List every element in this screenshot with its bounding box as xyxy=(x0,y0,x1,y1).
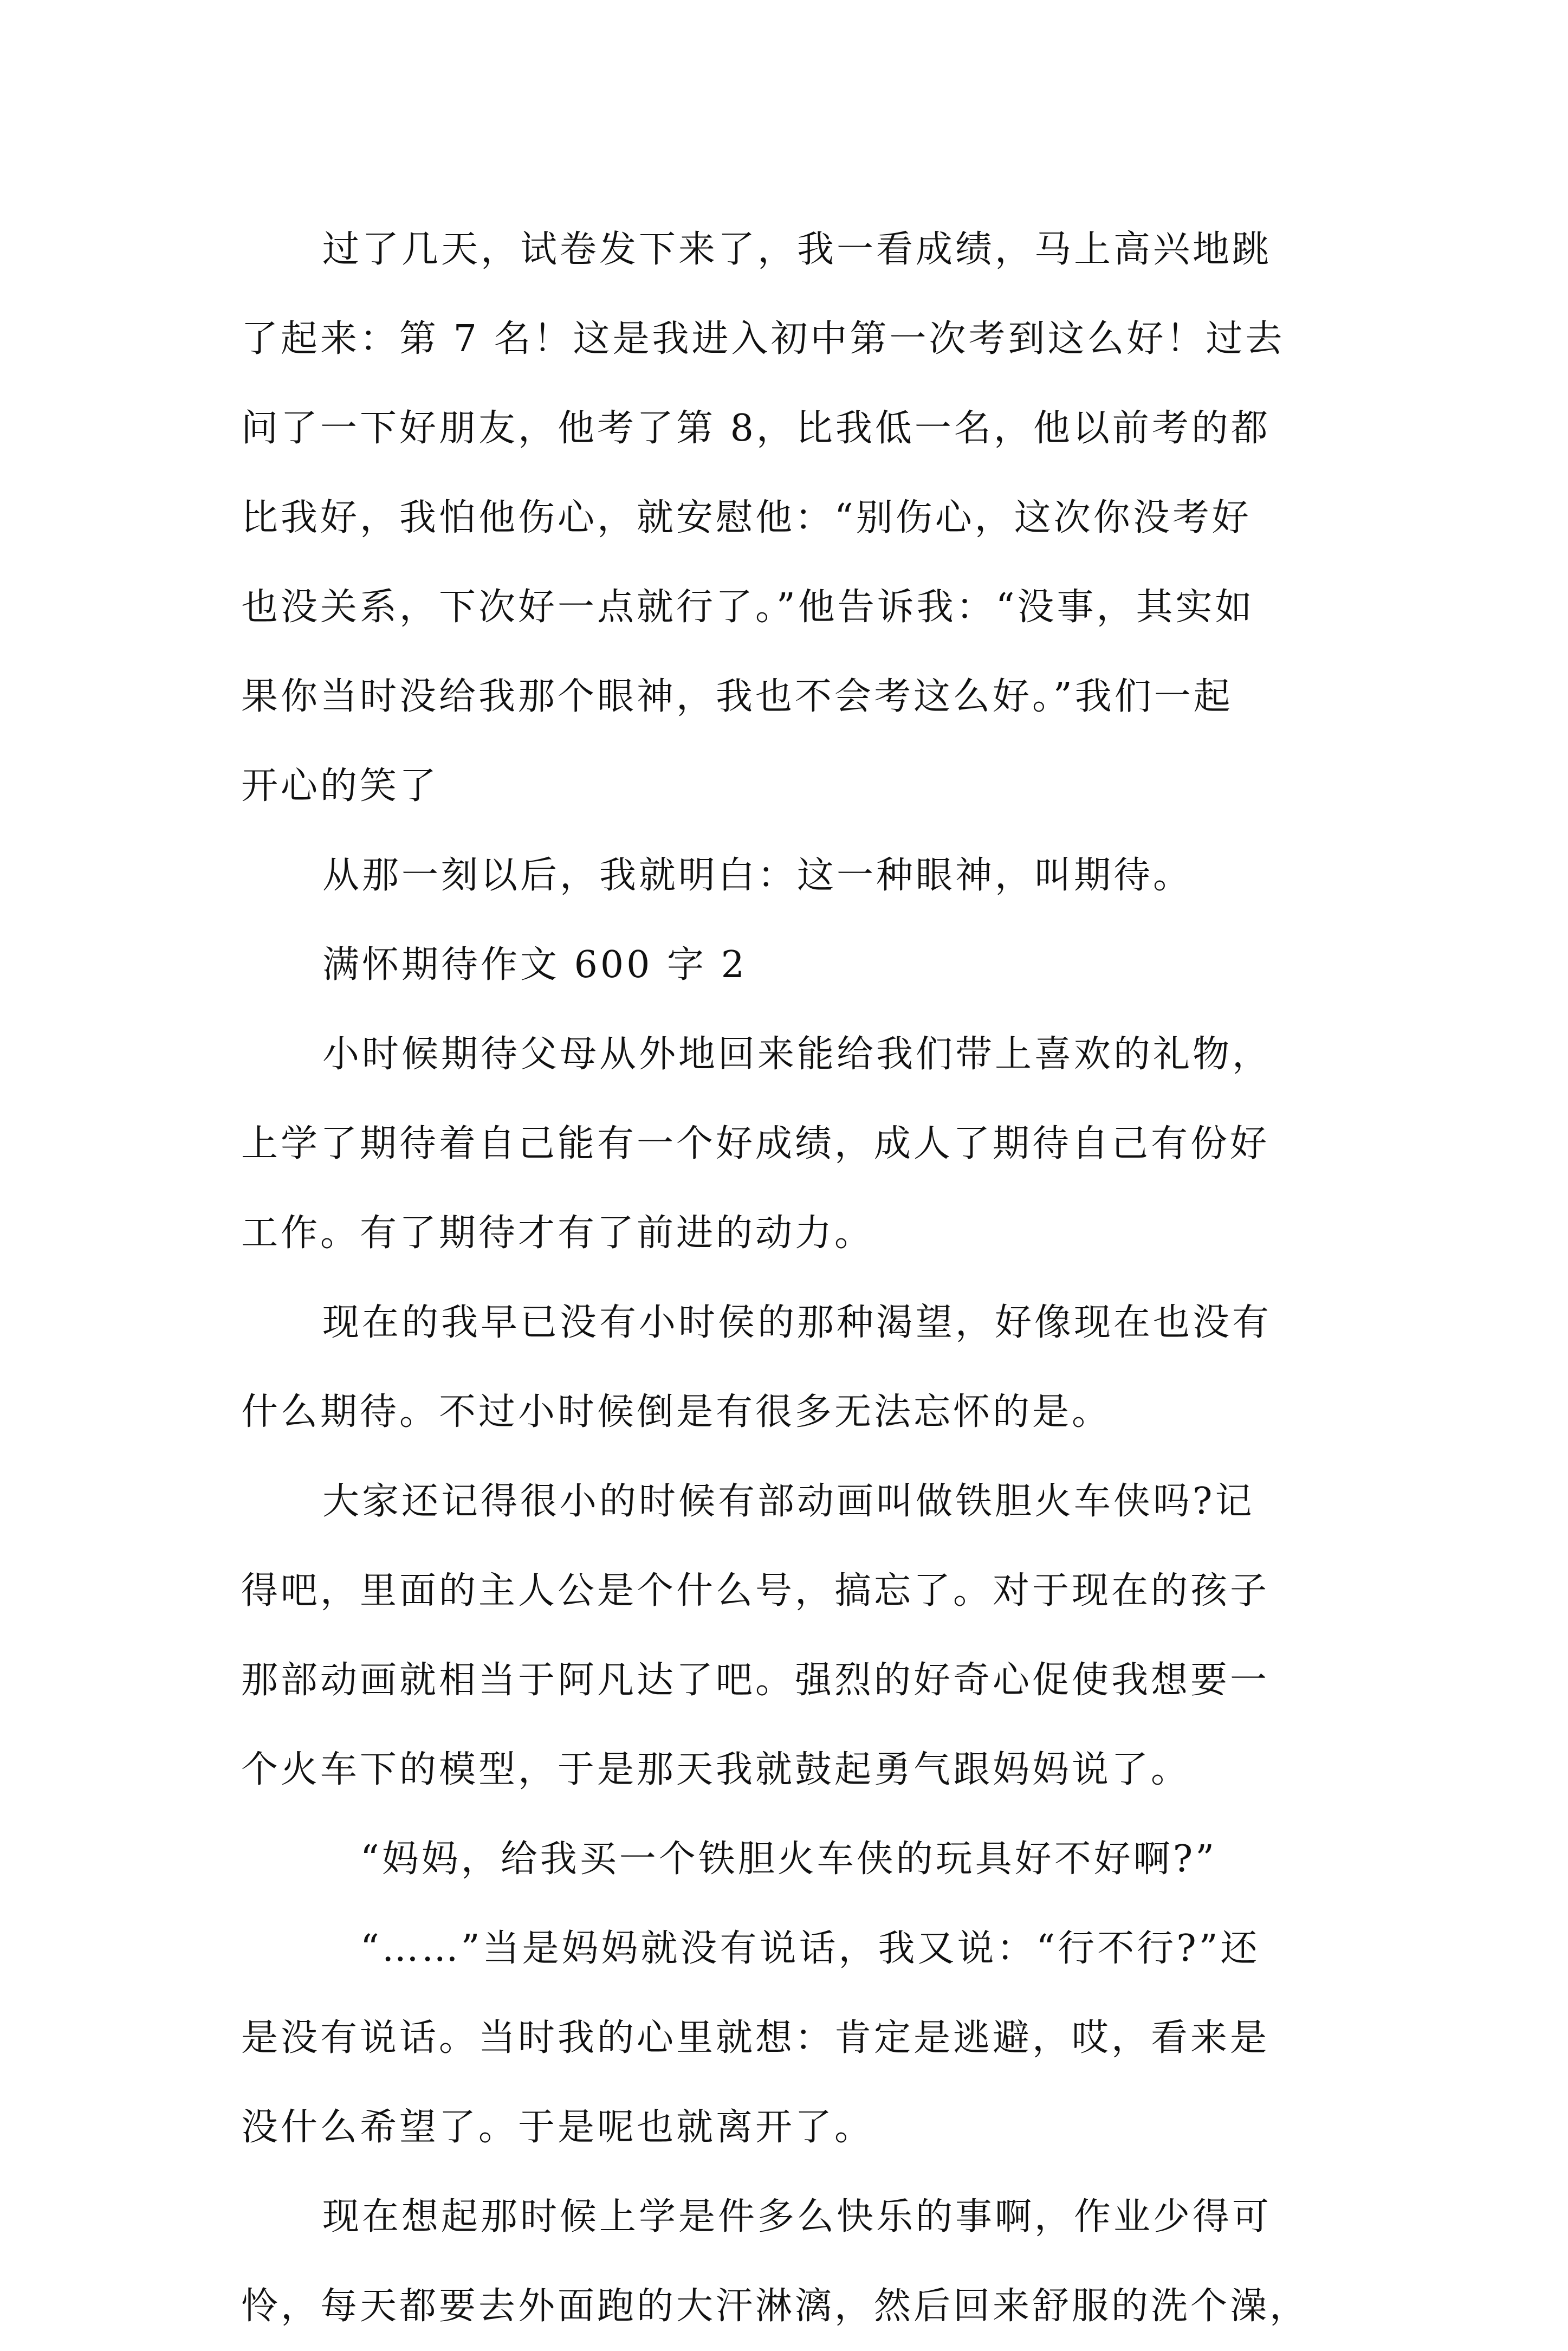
text-line: 大家还记得很小的时候有部动画叫做铁胆火车侠吗?记 xyxy=(322,1480,1255,1523)
text-line: 怜，每天都要去外面跑的大汗淋漓，然后回来舒服的洗个澡， xyxy=(241,2285,1310,2328)
dialogue-line: “……”当是妈妈就没有说话，我又说：“行不行?”还 xyxy=(360,1927,1260,1970)
text-line: 工作。有了期待才有了前进的动力。 xyxy=(241,1212,874,1255)
text-line: 个火车下的模型，于是那天我就鼓起勇气跟妈妈说了。 xyxy=(241,1748,1191,1791)
text-line: 过了几天，试卷发下来了，我一看成绩，马上高兴地跳 xyxy=(322,228,1272,271)
text-line: 现在想起那时候上学是件多么快乐的事啊，作业少得可 xyxy=(322,2195,1272,2238)
text-line: 没什么希望了。于是呢也就离开了。 xyxy=(241,2106,874,2149)
text-line: 从那一刻以后，我就明白：这一种眼神，叫期待。 xyxy=(322,854,1193,897)
text-line: 开心的笑了 xyxy=(241,765,439,808)
text-line: 比我好，我怕他伤心，就安慰他：“别伤心，这次你没考好 xyxy=(241,496,1252,539)
text-line: 也没关系，下次好一点就行了。”他告诉我：“没事，其实如 xyxy=(241,586,1255,629)
text-line: 果你当时没给我那个眼神，我也不会考这么好。”我们一起 xyxy=(241,675,1233,718)
text-line: 小时候期待父母从外地回来能给我们带上喜欢的礼物， xyxy=(322,1033,1272,1076)
text-line: 问了一下好朋友，他考了第 8，比我低一名，他以前考的都 xyxy=(241,407,1271,450)
text-line: 是没有说话。当时我的心里就想：肯定是逃避，哎，看来是 xyxy=(241,2017,1270,2059)
dialogue-line: “妈妈，给我买一个铁胆火车侠的玩具好不好啊?” xyxy=(360,1838,1217,1881)
text-line: 上学了期待着自己能有一个好成绩，成人了期待自己有份好 xyxy=(241,1122,1270,1165)
text-line: 了起来：第 7 名！这是我进入初中第一次考到这么好！过去 xyxy=(241,318,1285,360)
text-line: 什么期待。不过小时候倒是有很多无法忘怀的是。 xyxy=(241,1391,1112,1433)
text-line: 得吧，里面的主人公是个什么号，搞忘了。对于现在的孩子 xyxy=(241,1570,1270,1612)
section-title: 满怀期待作文 600 字 2 xyxy=(322,944,747,986)
essay-body xyxy=(241,205,1346,2351)
text-line: 现在的我早已没有小时侯的那种渴望，好像现在也没有 xyxy=(322,1301,1272,1344)
text-line: 那部动画就相当于阿凡达了吧。强烈的好奇心促使我想要一 xyxy=(241,1659,1270,1702)
